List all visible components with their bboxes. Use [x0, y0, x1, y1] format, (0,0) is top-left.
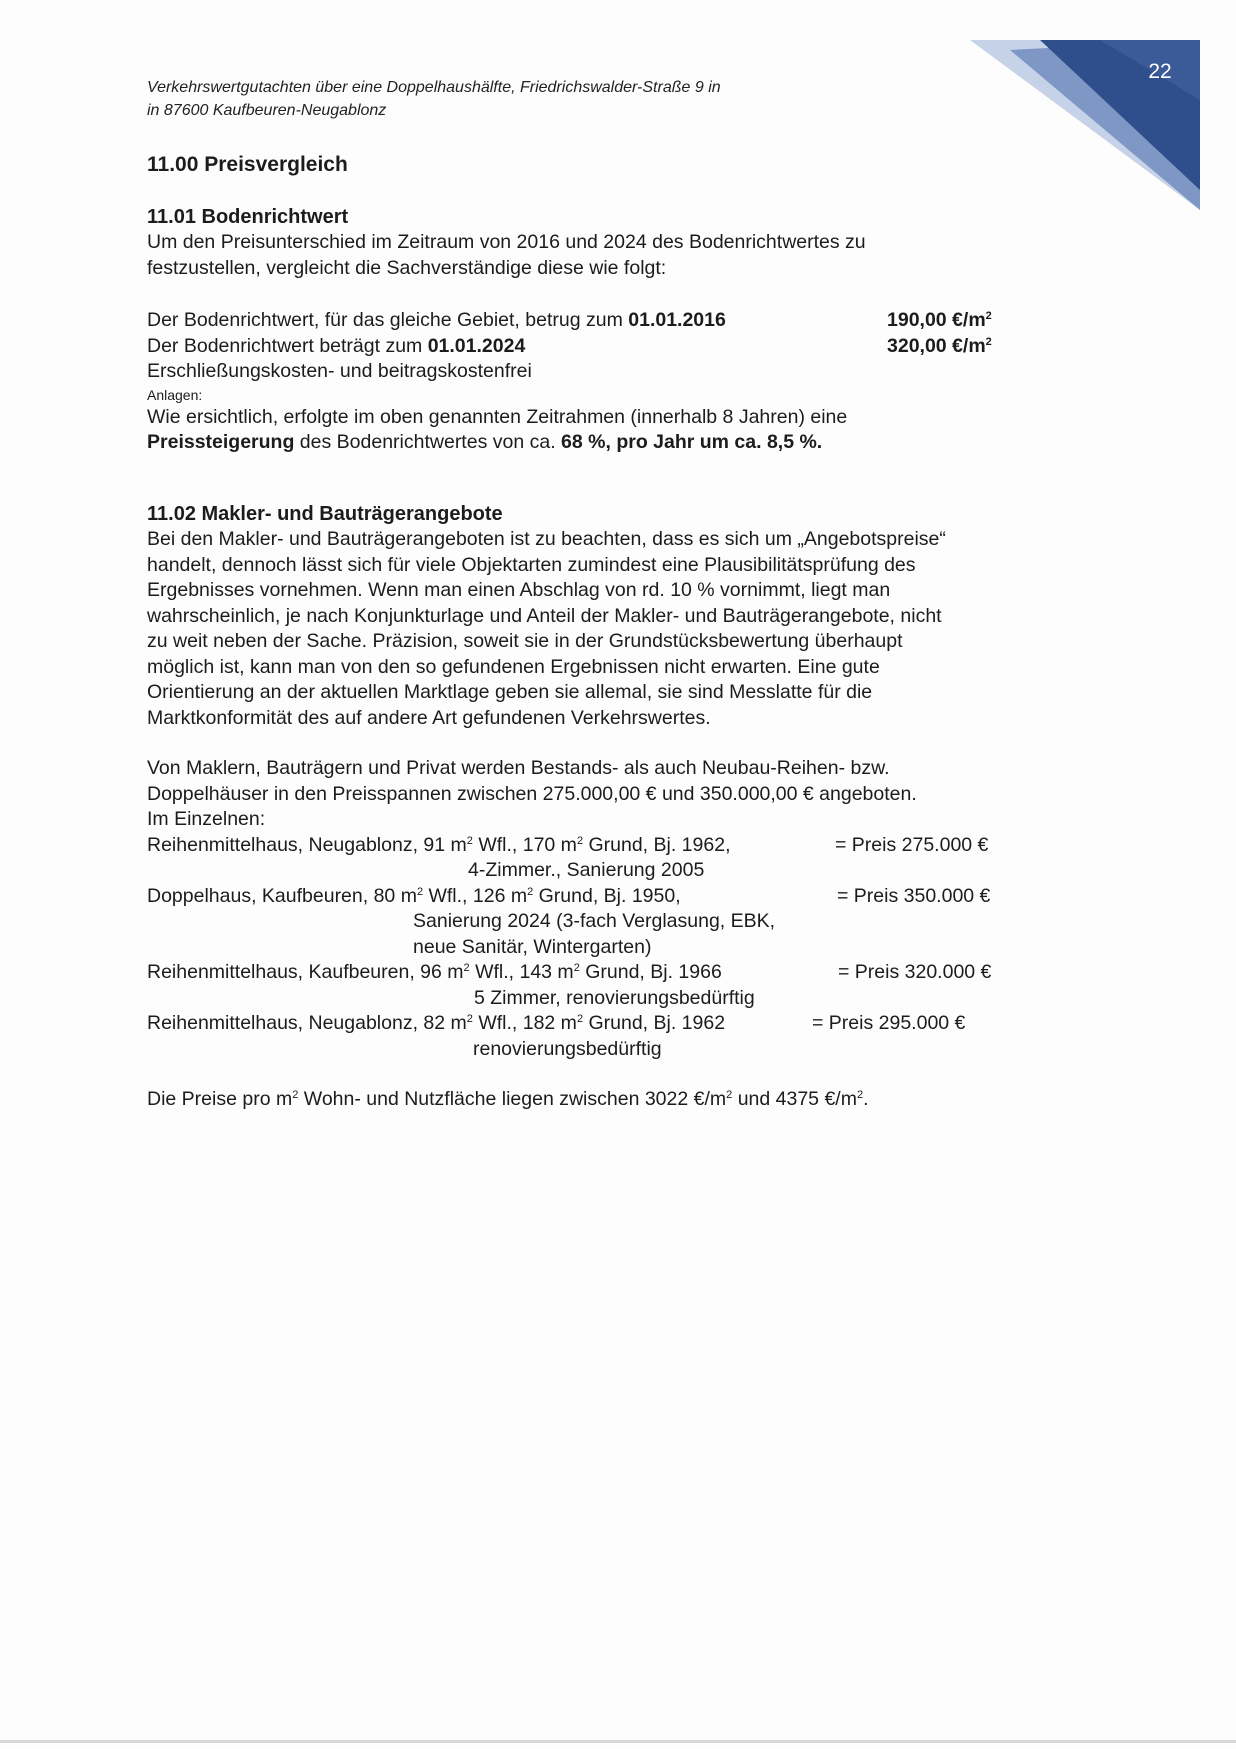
paragraph-line: handelt, dennoch lässt sich für viele Objektarten zumindest eine Plausibilitätsprüfung des: [147, 553, 916, 576]
offer-item-3: Reihenmittelhaus, Kaufbeuren, 96 $m^2$ Wfl., 143 $m^2$ Grund, Bj. 1966 = Preis 320.000 €: [147, 960, 1077, 986]
row-2016-text: Der Bodenrichtwert, für das gleiche Gebiet, betrug zum: [147, 309, 629, 331]
makler-paragraph-2: [147, 756, 1077, 833]
bodenrichtwert-row-2016: [147, 308, 1077, 334]
header-line-2: in 87600 Kaufbeuren-Neugablonz: [147, 102, 387, 119]
offer-price-2: = Preis 350.000 €: [837, 884, 991, 907]
paragraph-line: Von Maklern, Bauträgern und Privat werden Bestands- als auch Neubau-Reihen- bzw.: [147, 757, 890, 779]
page-number: 22: [1148, 60, 1172, 83]
offer-item-1: Reihenmittelhaus, Neugablonz, 91 $m^2$ Wfl., 170 $m^2$ Grund, Bj. 1962, = Preis 275.000 €: [147, 833, 1077, 859]
bodenrichtwert-intro-2: festzustellen, vergleicht die Sachverständige diese wie folgt:: [147, 256, 667, 279]
paragraph-line: wahrscheinlich, je nach Konjunkturlage und Anteil der Makler- und Bauträgerangebote, nicht: [147, 604, 942, 627]
makler-heading: 11.02 Makler- und Bauträgerangebote: [147, 502, 503, 525]
row-2024-text: Der Bodenrichtwert beträgt zum: [147, 334, 428, 357]
row-2024-date: 01.01.2024: [427, 334, 526, 357]
paragraph-line: zu weit neben der Sache. Präzision, soweit sie in der Grundstücksbewertung überhaupt: [147, 630, 903, 652]
row-2024-value: 320,00 $€/m^2$: [887, 334, 992, 357]
offer-detail-3: 5 Zimmer, renovierungsbedürftig: [474, 986, 755, 1009]
scan-edge: [0, 1740, 1236, 1743]
section-title: 11.00 Preisvergleich: [147, 153, 348, 176]
paragraph-line: Ergebnisses vornehmen. Wenn man einen Abschlag von rd. 10 % vornimmt, liegt man: [147, 579, 891, 601]
paragraph-line: Marktkonformität des auf andere Art gefundenen Verkehrswertes.: [147, 706, 711, 729]
bodenrichtwert-result-2: Preissteigerung des Bodenrichtwertes von ca. 68 %, pro Jahr um ca. 8,5 %.: [147, 431, 823, 453]
row-2016-date: 01.01.2016: [628, 309, 726, 331]
price-summary: Die Preise pro $m^2$ Wohn- und Nutzfläche liegen zwischen 3022 $€/m^2$ und 4375 $€/m^2$.: [147, 1088, 869, 1110]
offer-detail-4: renovierungsbedürftig: [473, 1037, 662, 1060]
makler-paragraph-1: [147, 527, 1077, 731]
header-line-1: Verkehrswertgutachten über eine Doppelhaushälfte, Friedrichswalder-Straße 9 in: [147, 79, 721, 96]
paragraph-line: Im Einzelnen:: [147, 808, 266, 830]
running-header: [147, 76, 721, 122]
offer-detail-2a: Sanierung 2024 (3-fach Verglasung, EBK,: [413, 910, 776, 932]
offer-detail-1: 4-Zimmer., Sanierung 2005: [468, 859, 705, 881]
offer-item-2: Doppelhaus, Kaufbeuren, 80 $m^2$ Wfl., 126 $m^2$ Grund, Bj. 1950, = Preis 350.000 €: [147, 884, 1077, 910]
bodenrichtwert-note: Erschließungskosten- und beitragskostenfrei: [147, 360, 532, 382]
paragraph-line: Doppelhäuser in den Preisspannen zwischen 275.000,00 € und 350.000,00 € angeboten.: [147, 782, 917, 805]
row-2016-value: 190,00 $€/m^2$: [887, 309, 992, 331]
paragraph-line: Orientierung an der aktuellen Marktlage geben sie allemal, sie sind Messlatte für die: [147, 681, 873, 703]
offer-detail-2b: neue Sanitär, Wintergarten): [413, 935, 652, 958]
main-content: [147, 152, 1077, 1113]
bodenrichtwert-intro-1: Um den Preisunterschied im Zeitraum von 2016 und 2024 des Bodenrichtwertes zu: [147, 231, 866, 253]
paragraph-line: möglich ist, kann man von den so gefundenen Ergebnissen nicht erwarten. Eine gute: [147, 655, 880, 678]
bodenrichtwert-heading: 11.01 Bodenrichtwert: [147, 205, 349, 228]
offer-price-3: = Preis 320.000 €: [838, 961, 992, 983]
bodenrichtwert-row-2024: [147, 334, 1077, 360]
offer-price-1: = Preis 275.000 €: [835, 833, 989, 856]
bodenrichtwert-result-1: Wie ersichtlich, erfolgte im oben genannten Zeitrahmen (innerhalb 8 Jahren) eine: [147, 405, 848, 428]
anlagen-label: Anlagen:: [147, 386, 203, 403]
paragraph-line: Bei den Makler- und Bauträgerangeboten ist zu beachten, dass es sich um „Angebotspreise“: [147, 528, 946, 550]
offer-price-4: = Preis 295.000 €: [812, 1012, 966, 1034]
offer-item-4: Reihenmittelhaus, Neugablonz, 82 $m^2$ Wfl., 182 $m^2$ Grund, Bj. 1962 = Preis 295.000 €: [147, 1011, 1077, 1037]
